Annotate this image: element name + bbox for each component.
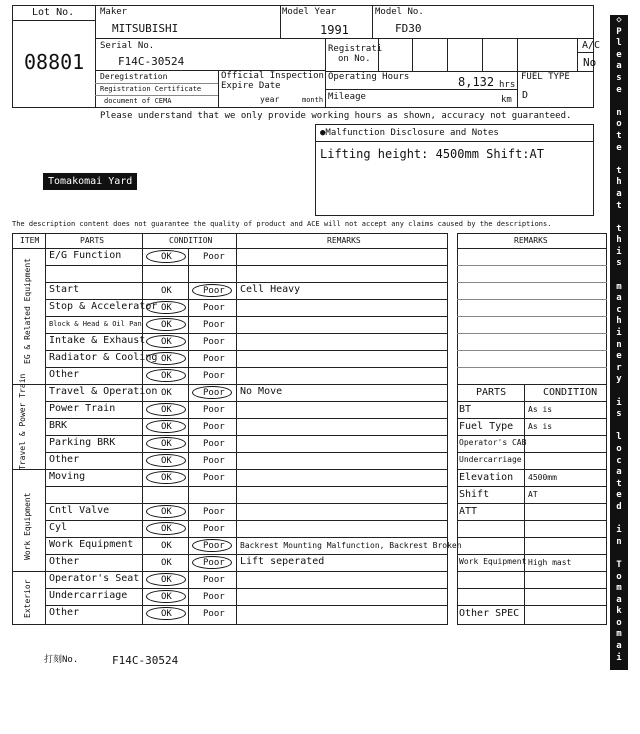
spec-condition: As is	[528, 422, 553, 431]
group-label-travel: Travel & Power Train	[18, 373, 27, 470]
inspection-divider	[218, 70, 219, 108]
part-name: Block & Head & Oil Pan	[49, 320, 142, 328]
spec-part: Work Equipment	[459, 557, 527, 566]
poor-option: Poor	[203, 354, 225, 364]
part-name: BRK	[49, 420, 68, 431]
hrs-label: hrs	[499, 80, 516, 90]
part-name: Work Equipment	[49, 539, 134, 550]
maker-label: Maker	[100, 7, 128, 17]
sidebar-char	[616, 212, 621, 224]
sidebar-char	[616, 514, 621, 526]
poor-option: Poor	[203, 541, 225, 551]
yard-badge: Tomakomai Yard	[43, 173, 137, 190]
sidebar-char: a	[616, 467, 622, 478]
sidebar-char: o	[616, 119, 622, 130]
spec-part: Other SPEC	[459, 608, 520, 619]
poor-option: Poor	[203, 439, 225, 449]
sidebar-char: ◇	[616, 722, 622, 733]
sidebar-char: a	[616, 641, 622, 652]
sidebar-char: e	[616, 49, 622, 60]
selected-condition-circle	[192, 386, 232, 399]
reg-cell-4	[482, 38, 483, 71]
poor-option: Poor	[203, 473, 225, 483]
poor-option: Poor	[203, 422, 225, 432]
registration-label-1: Registrati	[328, 44, 383, 54]
stamp-label: 打刻No.	[44, 655, 79, 665]
sidebar-char: i	[616, 652, 622, 663]
sidebar-char: e	[616, 84, 622, 95]
spec-row-divider	[457, 503, 607, 504]
row1-divider	[95, 38, 594, 39]
item-col-divider	[45, 233, 46, 625]
sidebar-char: r	[616, 362, 622, 373]
selected-condition-circle	[146, 522, 186, 535]
spec-part: ATT	[459, 506, 478, 517]
hours-notice: Please understand that we only provide working hours as shown, accuracy not guaranteed.	[100, 111, 572, 121]
sidebar-char: e	[616, 490, 622, 501]
sidebar-char: P	[616, 26, 622, 37]
part-name: E/G Function	[49, 250, 122, 261]
header-row-divider	[12, 248, 448, 249]
part-name: Start	[49, 284, 80, 295]
sidebar-char: i	[616, 246, 622, 257]
spec-condition: High mast	[528, 558, 572, 567]
row-divider	[45, 503, 448, 504]
row-divider	[12, 571, 448, 572]
sidebar-char: a	[616, 188, 622, 199]
ok-option: OK	[161, 405, 172, 415]
row-divider	[45, 486, 448, 487]
part-name: Other	[49, 607, 80, 618]
remark-text: No Move	[240, 386, 283, 397]
dereg-line-2	[95, 95, 218, 96]
selected-condition-circle	[146, 505, 186, 518]
row-divider	[45, 520, 448, 521]
sidebar-char: s	[616, 72, 622, 83]
reg-cell-2	[412, 38, 413, 71]
remark-text: Lift seperated	[240, 556, 325, 567]
ok-option: OK	[161, 337, 172, 347]
spec-part: Shift	[459, 489, 490, 500]
spec-top-divider	[457, 384, 607, 385]
selected-condition-circle	[146, 301, 186, 314]
spec-part: Operator's CAB	[459, 438, 527, 447]
ok-poor-divider	[188, 248, 189, 625]
poor-option: Poor	[203, 388, 225, 398]
selected-condition-circle	[146, 437, 186, 450]
spec-condition: 4500mm	[528, 473, 557, 482]
sidebar-char: a	[616, 293, 622, 304]
row-divider	[45, 435, 448, 436]
row-divider	[45, 537, 448, 538]
sidebar-char: ◇	[616, 15, 622, 25]
poor-option: Poor	[203, 405, 225, 415]
sidebar-char: t	[616, 223, 622, 234]
row-divider	[45, 333, 448, 334]
selected-condition-circle	[192, 539, 232, 552]
model-no-label: Model No.	[375, 7, 424, 17]
row-divider	[45, 452, 448, 453]
malfunction-text: Lifting height: 4500mm Shift:AT	[320, 147, 544, 161]
spec-row-divider	[457, 401, 607, 402]
month-label: month	[302, 96, 324, 104]
fuel-type-value: D	[522, 90, 529, 101]
spec-part: Fuel Type	[459, 421, 514, 432]
part-name: Other	[49, 369, 80, 380]
part-name: Other	[49, 556, 80, 567]
sidebar-char: m	[616, 583, 622, 594]
sidebar-char: h	[616, 177, 622, 188]
reg-cell-5	[517, 38, 518, 108]
spec-part: BT	[459, 404, 472, 415]
remark-line	[457, 333, 607, 334]
sidebar-char	[616, 154, 621, 166]
selected-condition-circle	[146, 573, 186, 586]
ok-option: OK	[161, 524, 172, 534]
part-name: Other	[49, 454, 80, 465]
sidebar-char: m	[616, 281, 622, 292]
poor-option: Poor	[203, 337, 225, 347]
parts-col-divider	[142, 233, 143, 625]
ac-divider	[577, 38, 578, 71]
sidebar-char: c	[616, 455, 622, 466]
poor-option: Poor	[203, 303, 225, 313]
selected-condition-circle	[146, 471, 186, 484]
right-remarks-header: REMARKS	[514, 236, 548, 245]
row-divider	[12, 469, 448, 470]
part-name: Intake & Exhaust	[49, 335, 146, 346]
part-name: Cntl Valve	[49, 505, 110, 516]
ac-mid-divider	[577, 52, 594, 53]
operating-hours-value: 8,132	[458, 75, 495, 89]
parts-header: PARTS	[80, 236, 105, 245]
sidebar-char: o	[616, 443, 622, 454]
spec-condition-header: CONDITION	[543, 387, 598, 398]
sidebar-char	[616, 421, 621, 433]
maker-divider	[280, 5, 281, 38]
mileage-label: Mileage	[328, 92, 366, 102]
sidebar-char: r	[616, 699, 622, 710]
reg-cell-1	[378, 38, 379, 71]
operating-hours-label: Operating Hours	[328, 72, 410, 82]
part-name: Operator's Seat	[49, 573, 140, 584]
spec-row-divider	[457, 537, 607, 538]
sidebar-char: n	[616, 339, 622, 350]
km-label: km	[501, 95, 512, 105]
lot-divider	[95, 5, 96, 108]
part-name: Stop & Accelerator	[49, 301, 158, 312]
sidebar-char: n	[616, 107, 622, 118]
reg-cert-label: Registration Certificate	[100, 85, 202, 93]
ok-option: OK	[161, 507, 172, 517]
condition-header: CONDITION	[169, 236, 213, 245]
sidebar-char: t	[616, 165, 622, 176]
selected-condition-circle	[146, 335, 186, 348]
remark-line	[457, 282, 607, 283]
ok-option: OK	[161, 320, 172, 330]
sidebar-char: y	[616, 374, 622, 385]
ok-option: OK	[161, 575, 172, 585]
year-divider	[372, 5, 373, 38]
model-year-value: 1991	[320, 23, 349, 37]
selected-condition-circle	[146, 454, 186, 467]
stamp-value: F14C-30524	[112, 654, 179, 667]
sidebar-char: l	[616, 38, 622, 49]
row-divider	[45, 316, 448, 317]
inspection-label-1: Official Inspection	[221, 71, 324, 81]
remark-line	[457, 367, 607, 368]
sidebar-char: t	[616, 478, 622, 489]
part-name: Radiator & Cooling	[49, 352, 158, 363]
selected-condition-circle	[146, 318, 186, 331]
sidebar-char: e	[616, 351, 622, 362]
sidebar-char: a	[616, 687, 622, 698]
lot-number: 08801	[24, 50, 85, 74]
malfunction-title: ●Malfunction Disclosure and Notes	[320, 128, 499, 138]
inspection-label-2: Expire Date	[221, 81, 281, 91]
spec-condition: As is	[528, 405, 553, 414]
ac-label: A/C	[582, 40, 601, 51]
sidebar-char: d	[616, 501, 622, 512]
part-name: Power Train	[49, 403, 116, 414]
remark-text: Backrest Mounting Malfunction, Backrest Broken	[240, 541, 462, 550]
ok-option: OK	[161, 473, 172, 483]
sidebar-char: T	[616, 559, 622, 570]
sidebar-char: i	[616, 525, 622, 536]
item-header: ITEM	[20, 236, 40, 245]
selected-condition-circle	[192, 556, 232, 569]
sidebar-char: i	[616, 397, 622, 408]
sidebar-char: k	[616, 606, 622, 617]
sidebar-char	[616, 96, 621, 108]
remark-line	[457, 265, 607, 266]
spec-condition: AT	[528, 490, 538, 499]
reg-cell-3	[447, 38, 448, 71]
row-divider	[45, 367, 448, 368]
maker-value: MITSUBISHI	[112, 22, 179, 35]
row-divider	[45, 350, 448, 351]
sidebar-char: c	[616, 304, 622, 315]
row-divider	[45, 418, 448, 419]
sidebar-char: s	[616, 258, 622, 269]
sidebar-char: h	[616, 316, 622, 327]
ok-option: OK	[161, 558, 172, 568]
part-name: Parking BRK	[49, 437, 116, 448]
ok-option: OK	[161, 303, 172, 313]
ok-option: OK	[161, 456, 172, 466]
sidebar-char: Y	[616, 675, 622, 686]
row-divider	[12, 384, 448, 385]
serial-value: F14C-30524	[118, 55, 185, 68]
sidebar-char: a	[616, 61, 622, 72]
ok-option: OK	[161, 422, 172, 432]
model-year-label: Model Year	[282, 7, 337, 17]
sidebar-char: d	[616, 710, 622, 721]
sidebar-char	[616, 386, 621, 398]
sidebar-char: e	[616, 142, 622, 153]
ok-option: OK	[161, 541, 172, 551]
lot-label: Lot No.	[32, 7, 75, 18]
location-notice-sidebar	[610, 15, 628, 733]
selected-condition-circle	[146, 590, 186, 603]
sidebar-char	[616, 664, 621, 676]
dereg-label: Deregistration	[100, 72, 168, 81]
remarks-header: REMARKS	[327, 236, 361, 245]
spec-parts-header: PARTS	[476, 387, 507, 398]
sidebar-char: i	[616, 328, 622, 339]
part-name: Travel & Operation	[49, 386, 158, 397]
group-label-work: Work Equipment	[23, 492, 32, 560]
part-name: Undercarriage	[49, 590, 128, 601]
serial-label: Serial No.	[100, 41, 155, 51]
sidebar-char: m	[616, 629, 622, 640]
poor-option: Poor	[203, 524, 225, 534]
spec-row-divider	[457, 554, 607, 555]
group-label-eg: EG & Related Equipment	[23, 258, 32, 364]
sidebar-char: o	[616, 571, 622, 582]
sidebar-char: t	[616, 130, 622, 141]
remark-text: Cell Heavy	[240, 284, 301, 295]
spec-row-divider	[457, 435, 607, 436]
remark-line	[457, 299, 607, 300]
poor-option: Poor	[203, 575, 225, 585]
lot-label-divider	[12, 20, 95, 21]
group-label-exterior: Exterior	[23, 579, 32, 618]
remark-line	[457, 350, 607, 351]
poor-option: Poor	[203, 371, 225, 381]
fuel-type-label: FUEL TYPE	[521, 72, 570, 82]
spec-row-divider	[457, 571, 607, 572]
ok-option: OK	[161, 388, 172, 398]
ok-option: OK	[161, 286, 172, 296]
registration-label-2: on No.	[338, 54, 371, 64]
malfunction-divider	[315, 141, 594, 142]
reg-divider-left	[325, 38, 326, 108]
ok-option: OK	[161, 609, 172, 619]
sidebar-char: h	[616, 235, 622, 246]
disclaimer: The description content does not guarantee the quality of product and ACE will not accept any claims caused by the descriptions.	[12, 220, 552, 228]
spec-part: Elevation	[459, 472, 514, 483]
ok-option: OK	[161, 592, 172, 602]
sidebar-char: o	[616, 617, 622, 628]
model-no-value: FD30	[395, 22, 422, 35]
spec-row-divider	[457, 520, 607, 521]
row-divider	[45, 605, 448, 606]
year-label: year	[260, 95, 280, 104]
selected-condition-circle	[146, 420, 186, 433]
spec-row-divider	[457, 588, 607, 589]
spec-row-divider	[457, 605, 607, 606]
sidebar-char: a	[616, 594, 622, 605]
spec-row-divider	[457, 469, 607, 470]
sidebar-char: n	[616, 536, 622, 547]
poor-option: Poor	[203, 507, 225, 517]
remark-line	[457, 316, 607, 317]
selected-condition-circle	[146, 369, 186, 382]
row-divider	[45, 299, 448, 300]
row-divider	[45, 282, 448, 283]
sidebar-char: s	[616, 409, 622, 420]
row-divider	[45, 401, 448, 402]
selected-condition-circle	[146, 403, 186, 416]
sidebar-char	[616, 548, 621, 560]
part-name: Cyl	[49, 522, 68, 533]
spec-part: Undercarriage	[459, 455, 522, 464]
sidebar-char: l	[616, 432, 622, 443]
selected-condition-circle	[146, 250, 186, 263]
ok-option: OK	[161, 439, 172, 449]
row-divider	[45, 265, 448, 266]
part-name: Moving	[49, 471, 86, 482]
ok-option: OK	[161, 371, 172, 381]
ac-value: No	[583, 56, 597, 69]
poor-option: Poor	[203, 252, 225, 262]
ok-option: OK	[161, 252, 172, 262]
sidebar-char: t	[616, 200, 622, 211]
poor-option: Poor	[203, 456, 225, 466]
ok-option: OK	[161, 354, 172, 364]
spec-row-divider	[457, 418, 607, 419]
sidebar-char	[616, 270, 621, 282]
condition-col-divider	[236, 233, 237, 625]
row-divider	[45, 554, 448, 555]
right-header-divider	[457, 248, 607, 249]
spec-row-divider	[457, 486, 607, 487]
selected-condition-circle	[146, 352, 186, 365]
poor-option: Poor	[203, 609, 225, 619]
mileage-divider	[325, 89, 517, 90]
poor-option: Poor	[203, 286, 225, 296]
selected-condition-circle	[192, 284, 232, 297]
poor-option: Poor	[203, 592, 225, 602]
cema-label: document of CEMA	[104, 97, 172, 105]
spec-row-divider	[457, 452, 607, 453]
row-divider	[45, 588, 448, 589]
dereg-line-1	[95, 83, 218, 84]
poor-option: Poor	[203, 558, 225, 568]
poor-option: Poor	[203, 320, 225, 330]
selected-condition-circle	[146, 607, 186, 620]
